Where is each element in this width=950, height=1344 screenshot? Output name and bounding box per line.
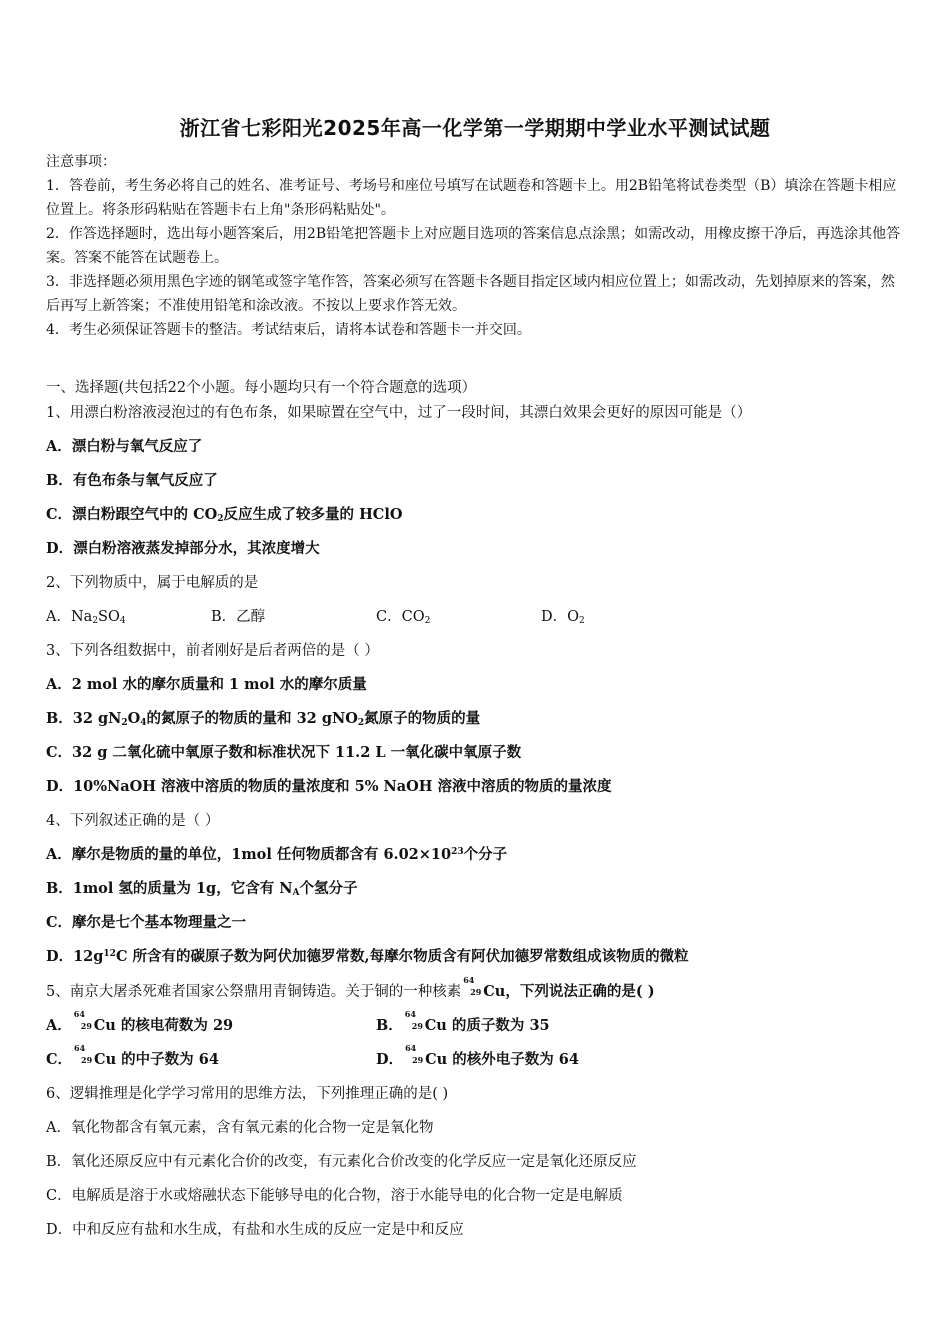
q6-option-d: D．中和反应有盐和水生成，有盐和水生成的反应一定是中和反应 (46, 1222, 464, 1238)
q2-option-d: D．$O_2$ (541, 609, 585, 626)
q6-option-c: C．电解质是溶于水或熔融状态下能够导电的化合物，溶于水能导电的化合物一定是电解质 (46, 1188, 623, 1204)
question-4-stem: 4、下列叙述正确的是（ ） (46, 813, 220, 829)
notice-item: 4．考生必须保证答题卡的整洁。考试结束后，请将本试卷和答题卡一并交回。 (46, 322, 531, 338)
q1-option-c: C．漂白粉跟空气中的 $CO_2$反应生成了较多量的 HClO (46, 506, 403, 524)
nuclide-notation: 64 29 (405, 1043, 424, 1065)
notice-item: 3．非选择题必须用黑色字迹的钢笔或签字笔作答，答案必须写在答题卡各题目指定区域内相应位置上；如需改动，先划掉原来的答案，然后再写上新答案；不准使用铅笔和涂改液。不按以上要求作答无效。 (46, 274, 895, 314)
question-1-stem: 1、用漂白粉溶液浸泡过的有色布条，如果晾置在空气中，过了一段时间，其漂白效果会更好的原因可能是（） (46, 405, 752, 421)
q2-option-a: A．$Na_2SO_4$ (46, 609, 126, 626)
q5-option-b: B． 64 29 Cu 的质子数为 35 (376, 1009, 550, 1034)
nuclide-notation: 64 29 (73, 1009, 92, 1031)
q4-option-d: D．$12g^{12}C$ 所含有的碳原子数为阿伏加德罗常数,每摩尔物质含有阿伏加德罗常数组成该物质的微粒 (46, 948, 689, 965)
question-2-stem: 2、下列物质中，属于电解质的是 (46, 575, 259, 591)
q4-option-c: C．摩尔是七个基本物理量之一 (46, 914, 247, 931)
q4-option-b: B．1mol 氢的质量为 1g，它含有 $N_A$个氢分子 (46, 880, 358, 898)
q1-option-b: B．有色布条与氧气反应了 (46, 472, 218, 489)
q1-option-a: A．漂白粉与氧气反应了 (46, 438, 203, 455)
question-6-stem: 6、逻辑推理是化学学习常用的思维方法，下列推理正确的是( ) (46, 1086, 449, 1102)
question-3-stem: 3、下列各组数据中，前者刚好是后者两倍的是（ ） (46, 643, 379, 659)
q2-option-c: C．$CO_2$ (376, 609, 431, 626)
notice-item: 1．答卷前，考生务必将自己的姓名、准考证号、考场号和座位号填写在试题卷和答题卡上。用2B铅笔将试卷类型（B）填涂在答题卡相应位置上。将条形码粘贴在答题卡右上角"条形码粘贴处"。 (46, 178, 897, 218)
notice-item: 2．作答选择题时，选出每小题答案后，用2B铅笔把答题卡上对应题目选项的答案信息点涂黑；如需改动，用橡皮擦干净后，再选涂其他答案。答案不能答在试题卷上。 (46, 226, 901, 266)
page-title: 浙江省七彩阳光2025年高一化学第一学期期中学业水平测试试题 (179, 116, 771, 140)
q5-option-d: D． 64 29 Cu 的核外电子数为 64 (376, 1043, 579, 1068)
notice-section (46, 150, 904, 342)
q3-option-b: B．32 $gN_2O_4$的氮原子的物质的量和 32 gNO$_2$氮原子的物质的量 (46, 710, 481, 728)
q6-option-b: B．氧化还原反应中有元素化合价的改变，有元素化合价改变的化学反应一定是氧化还原反应 (46, 1154, 637, 1170)
nuclide-notation: 64 29 (74, 1043, 93, 1065)
q1-option-d: D．漂白粉溶液蒸发掉部分水，其浓度增大 (46, 540, 320, 557)
q5-option-c: C． 64 29 Cu 的中子数为 64 (46, 1043, 219, 1068)
q4-option-a: A．摩尔是物质的量的单位，1mol 任何物质都含有 $6.02\times 10^{23}$个分子 (46, 846, 508, 863)
q3-option-a: A．2 mol 水的摩尔质量和 1 mol 水的摩尔质量 (46, 676, 367, 693)
nuclide-notation: 64 29 (463, 975, 482, 997)
question-5-stem: 5、南京大屠杀死难者国家公祭鼎用青铜铸造。关于铜的一种核素 64 29 Cu，下列说法正确的是( ) (46, 975, 655, 1000)
q3-option-c: C．32 g 二氧化硫中氧原子数和标准状况下 11.2 L 一氧化碳中氧原子数 (46, 744, 522, 761)
notice-heading: 注意事项： (46, 154, 116, 170)
q3-option-d: D．10%NaOH 溶液中溶质的物质的量浓度和 5% NaOH 溶液中溶质的物质的量浓度 (46, 778, 612, 795)
q5-option-a: A． 64 29 Cu 的核电荷数为 29 (46, 1009, 234, 1034)
section-heading: 一、选择题(共包括22个小题。每小题均只有一个符合题意的选项） (46, 380, 477, 396)
nuclide-notation: 64 29 (404, 1009, 423, 1031)
q2-option-b: B．乙醇 (211, 609, 266, 625)
q6-option-a: A．氧化物都含有氧元素，含有氧元素的化合物一定是氧化物 (46, 1120, 434, 1136)
